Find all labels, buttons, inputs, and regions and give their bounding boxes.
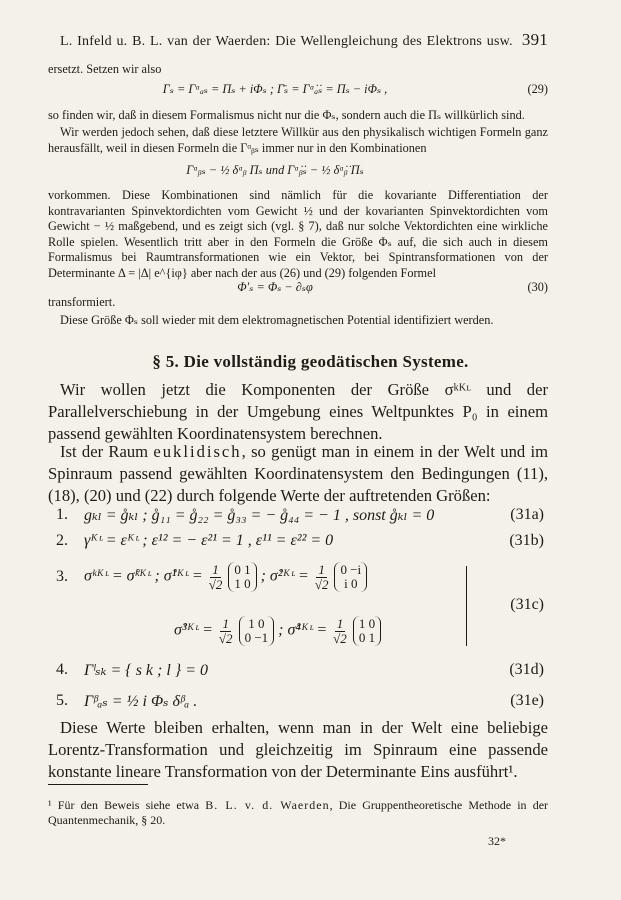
equation-31c-line-2-expr xyxy=(84,616,544,646)
fraction xyxy=(209,563,223,592)
fraction xyxy=(315,563,329,592)
paragraph-7-rest: , so genügt man in einem in der Welt und im Spinraum passend gewählten Koordinatensystem den Bedingungen (11), (18), (20) und (22) durch folgende Werte der auftretenden Größen: xyxy=(48,442,548,505)
fraction-numerator: 1 xyxy=(318,561,325,577)
footnote-author: B. L. v. d. Waerden xyxy=(205,798,330,812)
equation-30-expr: Φ′ₛ = Φₛ − ∂ₛφ xyxy=(237,280,313,294)
equation-31a xyxy=(56,505,544,525)
fraction-denominator: √2 xyxy=(218,630,233,646)
equation-31d-expr: Γˡₛₖ = { s k ; l } = 0 xyxy=(84,662,208,679)
matrix-row: 1 0 xyxy=(248,616,265,631)
matrix-row: 1 0 xyxy=(234,576,251,591)
sigma-2-lhs: ; σ̊²ᴷᶫ = xyxy=(260,567,309,585)
sigma-3-lhs: σ̊³ᴷᶫ = xyxy=(174,621,213,639)
paragraph-5: Diese Größe Φₛ soll wieder mit dem elektromagnetischen Potential identifiziert werden. xyxy=(60,313,494,327)
group-brace xyxy=(460,566,467,646)
footnote-prefix: Für den Beweis siehe etwa xyxy=(57,798,200,812)
fraction xyxy=(333,617,347,646)
equation-29-expr: Γₛ = Γᵅₐₛ = Πₛ + iΦₛ ; Γ̄ₛ = Γᵅ̇ₐ̇ₛ = Πₛ − iΦₛ , xyxy=(162,82,388,96)
equation-31e xyxy=(56,691,544,711)
equation-31c-number: (31c) xyxy=(510,596,544,613)
matrix-row: 0 −1 xyxy=(244,630,269,645)
intro-line: ersetzt. Setzen wir also xyxy=(48,62,162,76)
fraction-numerator: 1 xyxy=(222,615,229,631)
fraction-numerator: 1 xyxy=(336,615,344,631)
page-number: 391 xyxy=(521,30,548,49)
matrix-row: 0 −i xyxy=(340,562,362,577)
sigma-4-lhs: ; σ̊⁴ᴷᶫ = xyxy=(278,621,328,639)
footnote-rest: , Die Gruppentheoretische Methode in der Quantenmechanik, § 20. xyxy=(48,798,549,827)
fraction-numerator: 1 xyxy=(212,561,219,577)
equation-31d-number: (31d) xyxy=(509,661,544,678)
running-title: L. Infeld u. B. L. van der Waerden: Die Wellengleichung des Elektrons usw. xyxy=(60,34,513,49)
equation-31c-line-1-expr xyxy=(84,562,488,592)
equation-31d xyxy=(56,660,544,680)
matrix-row: 0 1 xyxy=(234,562,251,577)
matrix-sigma-2 xyxy=(334,562,367,592)
signature-mark: 32* xyxy=(488,834,506,848)
equation-31a-number: (31a) xyxy=(510,506,544,523)
equation-31c-line-2 xyxy=(56,616,544,646)
footnote-mark: ¹ xyxy=(48,798,52,812)
equation-29-number: (29) xyxy=(527,82,548,96)
paragraph-8: Diese Werte bleiben erhalten, wenn man in der Welt eine beliebige Lorentz-Transformation und gleichzeitig im Spinraum eine passende konstante lineare Transformation von der Determinante Eins ausführt¹. xyxy=(48,718,548,781)
equation-31c-label: 3. xyxy=(56,568,68,585)
sigma-1-lhs: σᵏᴷᶫ = σ̊ᵏᴷᶫ ; σ̊¹ᴷᶫ = xyxy=(84,567,203,585)
equation-31b-label: 2. xyxy=(56,532,68,549)
matrix-sigma-1 xyxy=(228,562,256,592)
equation-31b-number: (31b) xyxy=(509,532,544,549)
equation-30-number: (30) xyxy=(527,280,548,294)
equation-31a-expr: gₖₗ = g̊ₖₗ ; g̊₁₁ = g̊₂₂ = g̊₃₃ = − g̊₄₄ = − 1 , sonst g̊ₖₗ = 0 xyxy=(84,507,435,524)
equation-31b xyxy=(56,532,544,550)
paragraph-7 xyxy=(48,441,548,507)
equation-combinations-expr: Γᵅᵦₛ − ½ δᵅᵦ Πₛ und Γᵅ̇ᵦ̇ₛ − ½ δᵅ̇ᵦ̇ Πₛ xyxy=(186,163,364,177)
section-heading: § 5. Die vollständig geodätischen Systeme. xyxy=(152,352,469,371)
equation-31a-label: 1. xyxy=(56,506,68,523)
footnote xyxy=(48,798,548,828)
matrix-sigma-4 xyxy=(353,616,381,646)
matrix-row: 1 0 xyxy=(358,616,376,631)
fraction-denominator: √2 xyxy=(333,630,347,646)
equation-31b-expr: γᴷᶫ = εᴷᶫ ; ε¹² = − ε²¹ = 1 , ε¹¹ = ε²² = 0 xyxy=(84,532,334,549)
equation-29 xyxy=(48,82,548,98)
paragraph-1: so finden wir, daß in diesem Formalismus nicht nur die Φₛ, sondern auch die Πₛ willkürlich sind. xyxy=(48,108,525,122)
paragraph-4: transformiert. xyxy=(48,295,116,309)
paragraph-7-spaced: euklidisch xyxy=(153,442,242,461)
paragraph-7-prefix: Ist der Raum xyxy=(60,442,149,461)
footnote-rule xyxy=(48,784,148,785)
equation-31e-label: 5. xyxy=(56,692,68,709)
equation-combinations xyxy=(48,163,548,179)
fraction-denominator: √2 xyxy=(314,576,329,592)
equation-30 xyxy=(48,280,548,296)
equation-31e-number: (31e) xyxy=(510,692,544,709)
paragraph-6: Wir wollen jetzt die Komponenten der Größe σᵏᴷᶫ und der Parallelverschiebung in der Umgebung eines Weltpunktes P₀ in einem passend gewählten Koordinatensystem berechnen. xyxy=(48,380,548,443)
fraction xyxy=(219,617,233,646)
matrix-row: 0 1 xyxy=(358,630,376,645)
matrix-sigma-3 xyxy=(239,616,275,646)
paragraph-3: vorkommen. Diese Kombinationen sind nämlich für die kovariante Differentiation der kontravarianten Spinvektordichten vom Gewicht ½ und der kovarianten Spinvektordichten vom Gewicht − ½ maßgebend, und es zeigt sich (vgl. § 7), daß nur solche Vektordichten eine wirkliche Rolle spielen. Wesentlich tritt aber in den Formeln die Größe Φₛ auf, die sich auch in diesem Formalismus bei Raumtransformationen wie ein Vektor, bei Spintransformationen von der Determinante Δ = |Δ| e^{iφ} aber nach der aus (26) und (29) folgenden Formel xyxy=(48,188,548,280)
fraction-denominator: √2 xyxy=(208,576,223,592)
matrix-row: i 0 xyxy=(344,576,358,591)
running-header xyxy=(60,30,548,50)
equation-31c-line-1 xyxy=(56,562,544,592)
equation-31d-label: 4. xyxy=(56,661,68,678)
equation-31c-number-row xyxy=(84,596,544,614)
equation-31e-expr: Γᵝₐₛ = ½ i Φₛ δᵝₐ . xyxy=(84,693,198,710)
paragraph-2: Wir werden jedoch sehen, daß diese letztere Willkür aus den physikalisch wichtigen Formeln ganz herausfällt, weil in diesen Formeln die Γᵅᵦₛ immer nur in den Kombinationen xyxy=(48,125,548,155)
